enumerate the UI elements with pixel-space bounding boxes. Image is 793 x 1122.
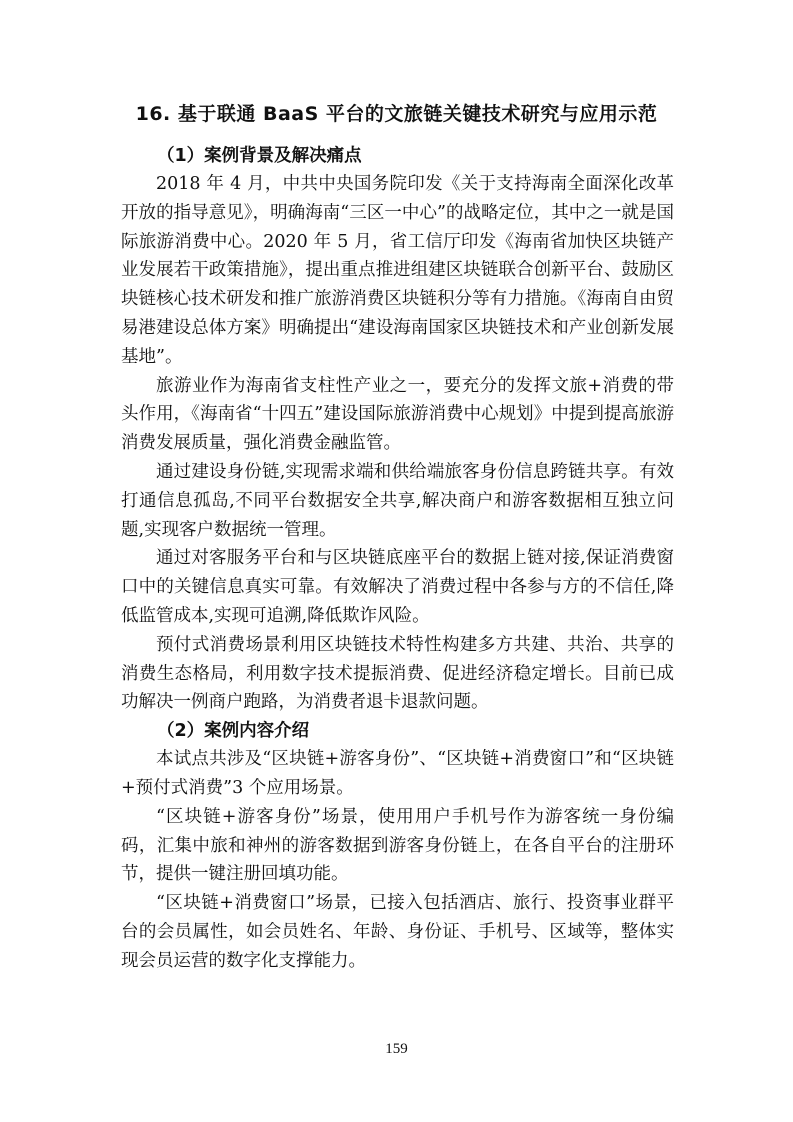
document-title: 16. 基于联通 BaaS 平台的文旅链关键技术研究与应用示范: [135, 103, 658, 125]
paragraph: “区块链+消费窗口”场景，已接入包括酒店、旅行、投资事业群平台的会员属性，如会员姓名、年龄、身份证、手机号、区域等，整体实现会员运营的数字化支撑能力。: [121, 893, 674, 971]
document-body: [121, 142, 674, 976]
section-heading: （1）案例背景及解决痛点: [157, 146, 362, 166]
section-content-intro: [121, 717, 674, 975]
paragraph: 通过建设身份链,实现需求端和供给端旅客身份信息跨链共享。有效打通信息孤岛,不同平台数据安全共享,解决商户和游客数据相互独立问题,实现客户数据统一管理。: [121, 461, 674, 540]
paragraph: 旅游业作为海南省支柱性产业之一，要充分的发挥文旅+消费的带头作用，《海南省“十四五”建设国际旅游消费中心规划》中提到提高旅游消费发展质量，强化消费金融监管。: [121, 375, 674, 454]
paragraph: 2018 年 4 月，中共中央国务院印发《关于支持海南全面深化改革开放的指导意见》，明确海南“三区一中心”的战略定位，其中之一就是国际旅游消费中心。2020 年 5 月，省工信厅印发《海南省加快区块链产业发展若干政策措施》，提出重点推进组建区块链联合创新平台、鼓励区块链核心技术研发和推广旅游消费区块链积分等有力措施。《海南自由贸易港建设总体方案》明确提出“建设海南国家区块链技术和产业创新发展基地”。: [121, 174, 674, 367]
paragraph: “区块链+游客身份”场景，使用用户手机号作为游客统一身份编码，汇集中旅和神州的游客数据到游客身份链上，在各自平台的注册环节，提供一键注册回填功能。: [121, 806, 674, 885]
paragraph: 本试点共涉及“区块链+游客身份”、“区块链+消费窗口”和“区块链+预付式消费”3 个应用场景。: [121, 749, 674, 798]
section-heading: （2）案例内容介绍: [157, 721, 310, 742]
page-number: 159: [385, 1041, 408, 1057]
section-background: [121, 142, 674, 717]
paragraph: 通过对客服务平台和与区块链底座平台的数据上链对接,保证消费窗口中的关键信息真实可靠。有效解决了消费过程中各参与方的不信任,降低监管成本,实现可追溯,降低欺诈风险。: [121, 548, 674, 626]
paragraph: 预付式消费场景利用区块链技术特性构建多方共建、共治、共享的消费生态格局，利用数字技术提振消费、促进经济稳定增长。目前已成功解决一例商户跑路，为消费者退卡退款问题。: [121, 634, 674, 713]
